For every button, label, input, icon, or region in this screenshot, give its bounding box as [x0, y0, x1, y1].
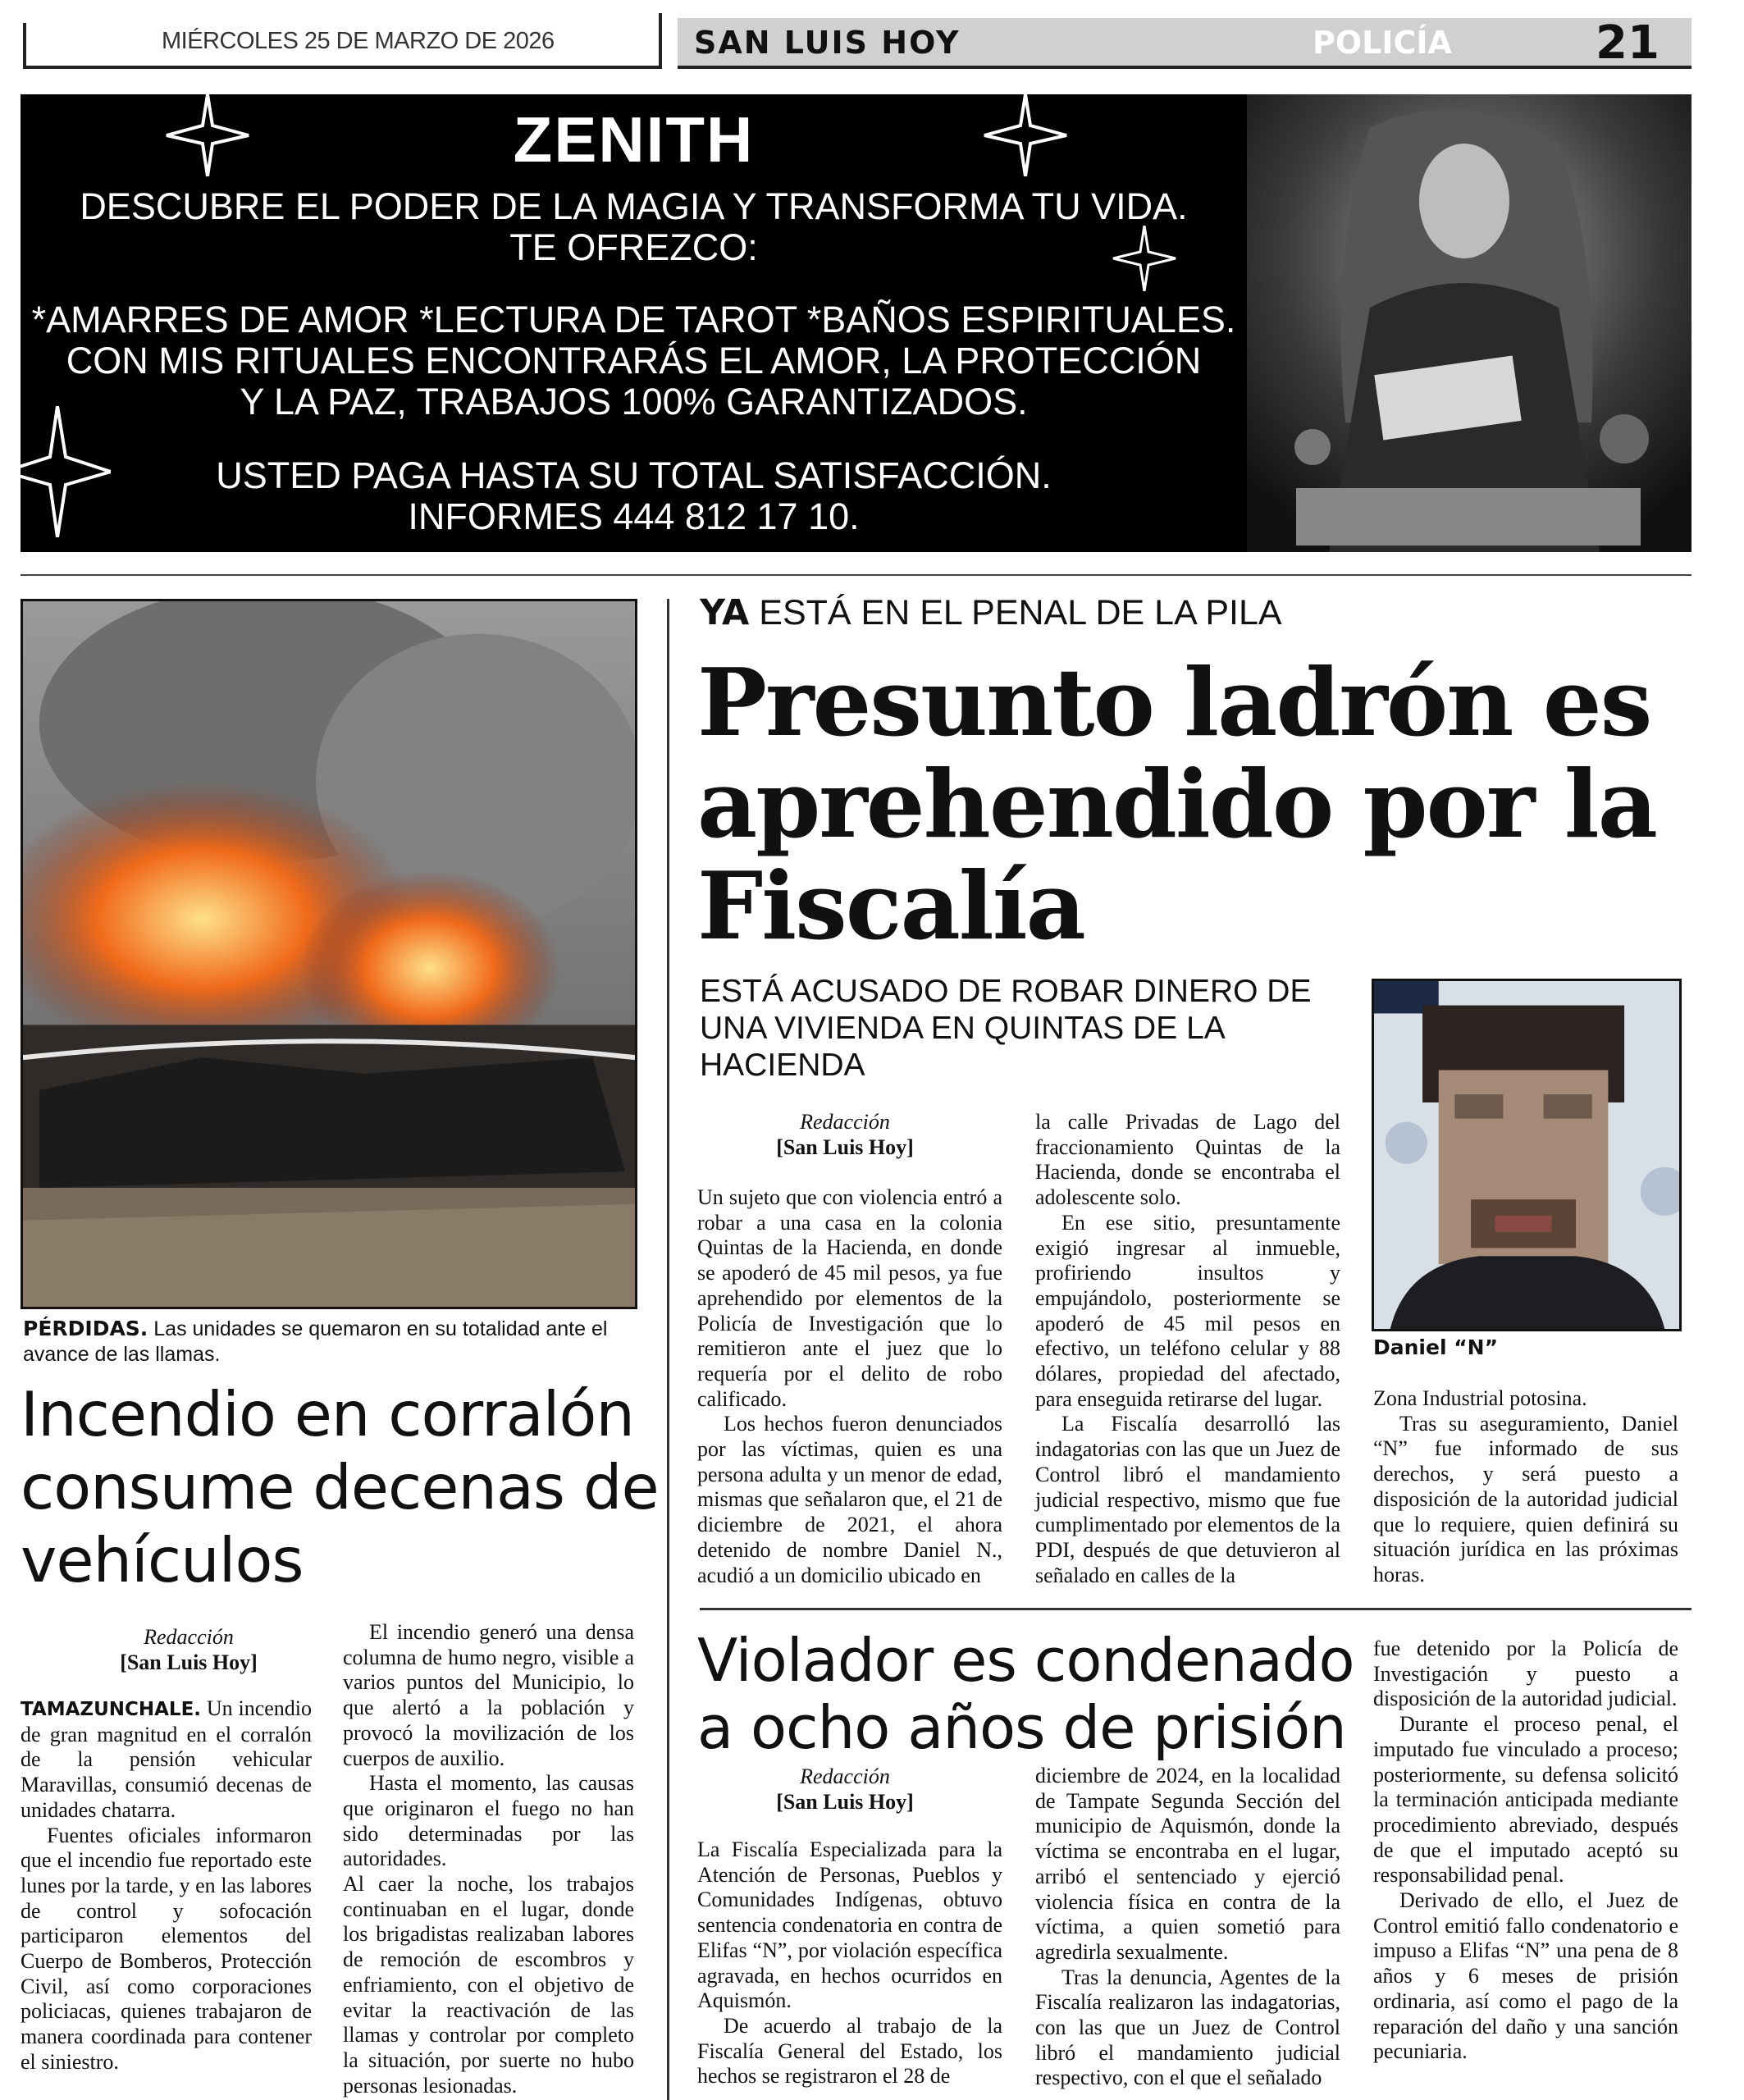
ad-line: CON MIS RITUALES ENCONTRARÁS EL AMOR, LA PROTECCIÓN: [66, 340, 1202, 381]
paragraph: Hasta el momento, las causas que originaron el fuego no han sido determinadas por las autoridades.: [343, 1771, 634, 1871]
ad-text-block: [21, 94, 1247, 552]
article-column: [21, 1696, 312, 2075]
ad-line: *AMARRES DE AMOR *LECTURA DE TAROT *BAÑOS ESPIRITUALES.: [31, 299, 1236, 340]
ad-line: TE OFREZCO:: [509, 226, 758, 268]
section-name: POLICÍA: [1313, 25, 1452, 61]
ad-line: USTED PAGA HASTA SU TOTAL SATISFACCIÓN.: [216, 454, 1052, 496]
byline-org: [San Luis Hoy]: [776, 1790, 914, 1814]
headline-rapist: Violador es condenado a ocho años de prisión: [697, 1626, 1354, 1762]
byline-org: [San Luis Hoy]: [120, 1650, 258, 1674]
kicker-text: ESTÁ EN EL PENAL DE LA PILA: [749, 593, 1282, 632]
suspect-caption: Daniel “N”: [1373, 1335, 1499, 1359]
byline-org: [San Luis Hoy]: [776, 1135, 914, 1159]
page-number: 21: [1596, 16, 1660, 70]
paragraph: De acuerdo al trabajo de la Fiscalía General del Estado, los hechos se registraron el 28 de: [697, 2013, 1002, 2089]
paragraph: La Fiscalía Especializada para la Atención de Personas, Pueblos y Comunidades Indígenas, obtuvo sentencia condenatoria en contra de Elifas “N”, por violación específica agravada, en hechos ocurridos en Aquismón.: [697, 1838, 1002, 2013]
paragraph: Al caer la noche, los trabajos continuaban en el lugar, donde los brigadistas realizaban labores de remoción de escombros y enfriamiento, con el objetivo de evitar la reactivación de las llamas y controlar por completo la situación, por suerte no hubo personas lesionadas.: [343, 1872, 634, 2098]
header-divider: [659, 13, 662, 69]
kicker-bold: YA: [700, 592, 750, 633]
paragraph: Los hechos fueron denunciados por las víctimas, quien es una persona adulta y un menor de edad, mismas que señalaron que, el 21 de diciembre de 2021, el ahora detenido de nombre Daniel N., acudió a un domicilio ubicado en: [697, 1412, 1002, 1587]
byline-fire: [82, 1624, 295, 1675]
paragraph: Zona Industrial potosina.: [1373, 1386, 1587, 1410]
headline-fire: Incendio en corralón consume decenas de vehículos: [21, 1378, 659, 1596]
paragraph: La Fiscalía desarrolló las indagatorias con las que un Juez de Control libró el mandamiento judicial respectivo, mismo que fue cumplimentado por elementos de la PDI, después de que detuvieron al señalado en calles de la: [1035, 1412, 1340, 1587]
paragraph: Tras su aseguramiento, Daniel “N” fue informado de sus derechos, y será puesto a disposición de la autoridad judicial que lo requiere, quien definirá su situación jurídica en las próximas horas.: [1373, 1411, 1678, 1586]
caption-text: Las unidades se quemaron en su totalidad ante el avance de las llamas.: [23, 1317, 608, 1366]
dateline: TAMAZUNCHALE.: [21, 1699, 202, 1720]
header-date: MIÉRCOLES 25 DE MARZO DE 2026: [23, 23, 659, 69]
story-rule: [700, 1608, 1691, 1610]
advertisement: [21, 94, 1691, 552]
ad-line: DESCUBRE EL PODER DE LA MAGIA Y TRANSFORMA TU VIDA.: [80, 185, 1188, 227]
byline-role: Redacción: [800, 1110, 890, 1134]
kicker: [700, 592, 1282, 633]
paragraph: Tras la denuncia, Agentes de la Fiscalía realizaron las indagatorias, con las que un Juez de Control libró el mandamiento judicial respectivo, con el que el señalado: [1035, 1965, 1340, 2090]
caption-lead: PÉRDIDAS.: [23, 1317, 148, 1340]
fire-photo: [21, 599, 637, 1309]
header-bar-rule: [678, 66, 1691, 69]
paragraph: En ese sitio, presuntamente exigió ingresar al inmueble, profiriendo insultos y empujándolo, posteriormente se apoderó de 45 mil pesos en efectivo, un teléfono celular y 88 dólares, propiedad del afectado, para enseguida retirarse del lugar.: [1035, 1210, 1340, 1411]
paragraph: Durante el proceso penal, el imputado fue vinculado a proceso; posteriormente, su defensa solicitó la terminación anticipada mediante procedimiento abreviado, después de que el imputado aceptó su responsabilidad penal.: [1373, 1712, 1678, 1888]
paragraph: [21, 1696, 312, 1824]
section-rule: [21, 574, 1691, 576]
article-column: [1035, 1110, 1340, 1588]
paragraph: Derivado de ello, el Juez de Control emitió fallo condenatorio e impuso a Elifas “N” una pena de 8 años y 6 meses de prisión ordinaria, así como el pago de la reparación del daño y una sanción pecuniaria.: [1373, 1888, 1678, 2064]
paragraph-text: Un incendio de gran magnitud en el corralón de la pensión vehicular Maravillas, consumió decenas de unidades chatarra.: [21, 1696, 312, 1822]
paragraph: Un sujeto que con violencia entró a robar a una casa en la colonia Quintas de la Hacienda, en donde se apoderó de 45 mil pesos, ya fue aprehendido por elementos de la Policía de Investigación que lo remitieron ante el juez que lo requería por el delito de robo calificado.: [697, 1185, 1002, 1411]
article-column: [697, 1838, 1002, 2089]
ad-title: ZENITH: [513, 103, 755, 176]
ad-phone: INFORMES 444 812 17 10.: [408, 495, 860, 537]
paragraph: fue detenido por la Policía de Investigación y puesto a disposición de la autoridad judicial.: [1373, 1637, 1678, 1711]
paragraph: Fuentes oficiales informaron que el incendio fue reportado este lunes por la tarde, y en las labores de control y sofocación participaron elementos del Cuerpo de Bomberos, Protección Civil, así como corporaciones policiacas, quienes trabajaron de manera coordinada para contener el siniestro.: [21, 1823, 312, 2074]
suspect-photo: [1372, 979, 1682, 1331]
headline-thief: Presunto ladrón es aprehendido por la Fiscalía: [697, 648, 1656, 961]
article-column: [1035, 1764, 1340, 2091]
subheadline-thief: ESTÁ ACUSADO DE ROBAR DINERO DE UNA VIVIENDA EN QUINTAS DE LA HACIENDA: [700, 974, 1312, 1083]
article-column: [1373, 1637, 1678, 2065]
fortune-teller-image: [1247, 94, 1691, 552]
article-column: [343, 1620, 634, 2098]
column-rule: [667, 599, 669, 2100]
byline-thief: [738, 1109, 952, 1160]
paragraph: la calle Privadas de Lago del fraccionamiento Quintas de la Hacienda, donde se encontraba el adolescente solo.: [1035, 1110, 1340, 1210]
paragraph: El incendio generó una densa columna de humo negro, visible a varios puntos del Municipio, lo que alertó a la población y provocó la movilización de los cuerpos de auxilio.: [343, 1620, 634, 1770]
byline-rapist: [738, 1764, 952, 1815]
article-column: [1373, 1386, 1678, 1588]
byline-role: Redacción: [800, 1764, 890, 1788]
paragraph: diciembre de 2024, en la localidad de Tampate Segunda Sección del municipio de Aquismón, donde la víctima se encontraba en el lugar, arribó el sentenciado y ejerció violencia física en contra de la víctima, a quien sometió para agredirla sexualmente.: [1035, 1764, 1340, 1964]
photo-caption: [23, 1316, 642, 1367]
byline-role: Redacción: [144, 1625, 234, 1649]
article-column: [697, 1185, 1002, 1588]
newspaper-name: SAN LUIS HOY: [694, 25, 961, 61]
ad-line: Y LA PAZ, TRABAJOS 100% GARANTIZADOS.: [240, 381, 1028, 422]
